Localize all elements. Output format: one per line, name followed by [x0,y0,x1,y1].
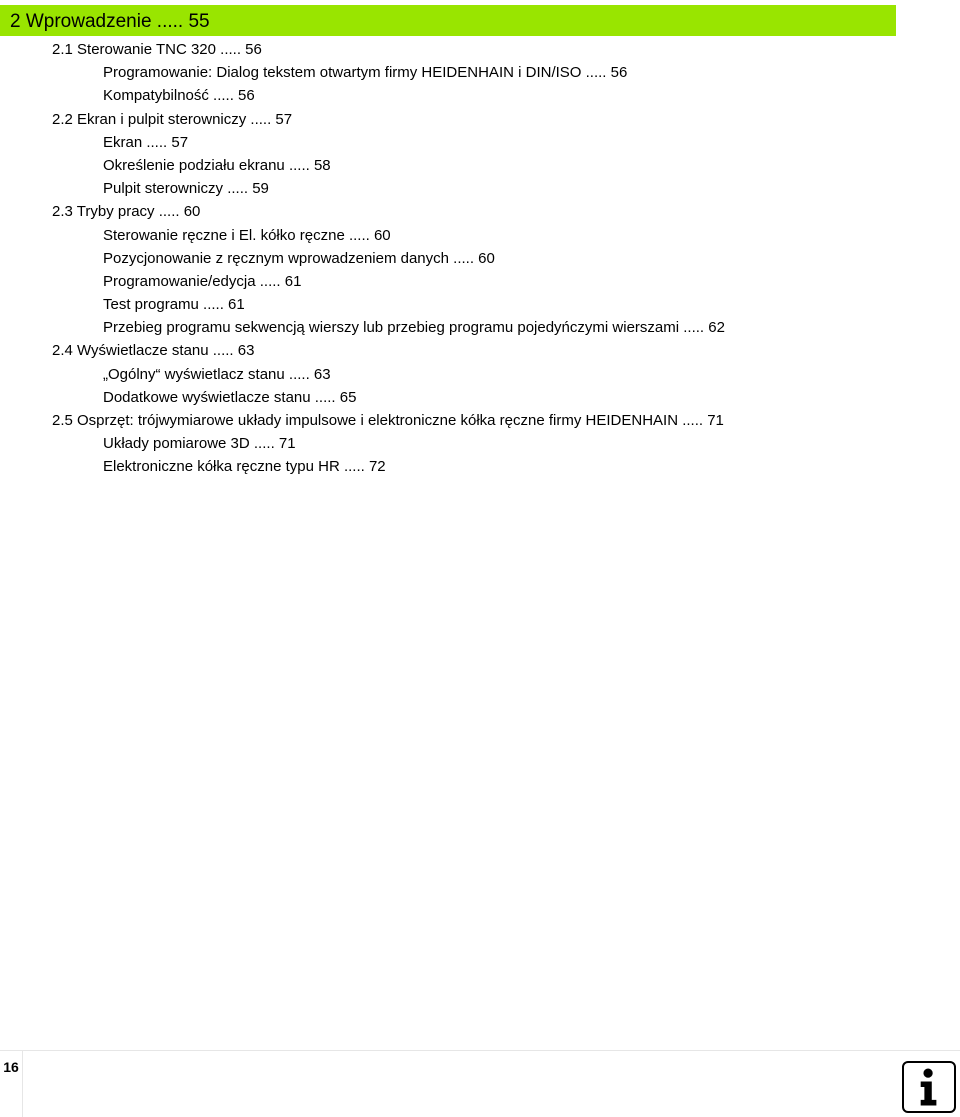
footer-divider [0,1050,960,1051]
toc-entry-sterowanie-reczne[interactable]: Sterowanie ręczne i El. kółko ręczne ..... 60 [103,226,391,244]
info-icon [902,1061,956,1113]
chapter-title[interactable]: 2 Wprowadzenie ..... 55 [10,11,210,32]
page-number-divider [22,1050,23,1117]
toc-entry-2-3[interactable]: 2.3 Tryby pracy ..... 60 [52,203,201,221]
toc-entry-programowanie-edycja[interactable]: Programowanie/edycja ..... 61 [103,272,302,290]
page-number: 16 [3,1059,19,1075]
toc-entry-pulpit-sterowniczy[interactable]: Pulpit sterowniczy ..... 59 [103,180,269,198]
toc-entry-ogolny-wyswietlacz[interactable]: „Ogólny“ wyświetlacz stanu ..... 63 [103,365,331,383]
toc-entry-ekran[interactable]: Ekran ..... 57 [103,133,189,151]
toc-entry-2-1[interactable]: 2.1 Sterowanie TNC 320 ..... 56 [52,41,262,58]
toc-entry-pozycjonowanie[interactable]: Pozycjonowanie z ręcznym wprowadzeniem danych ..... 60 [103,249,495,267]
table-of-contents [0,38,900,479]
toc-entry-podzial-ekranu[interactable]: Określenie podziału ekranu ..... 58 [103,156,331,174]
toc-entry-2-5[interactable]: 2.5 Osprzęt: trójwymiarowe układy impulsowe i elektroniczne kółka ręczne firmy HEIDENHAIN ..... 71 [52,412,724,429]
chapter-header-bar [0,5,896,36]
toc-entry-2-2[interactable]: 2.2 Ekran i pulpit sterowniczy ..... 57 [52,110,293,128]
toc-entry-programowanie-dialog[interactable]: Programowanie: Dialog tekstem otwartym firmy HEIDENHAIN i DIN/ISO ..... 56 [103,64,628,82]
toc-entry-2-4[interactable]: 2.4 Wyświetlacze stanu ..... 63 [52,342,255,360]
toc-entry-kolka-reczne[interactable]: Elektroniczne kółka ręczne typu HR ..... 72 [103,458,386,476]
toc-entry-test-programu[interactable]: Test programu ..... 61 [103,296,245,314]
toc-entry-kompatybilnosc[interactable]: Kompatybilność ..... 56 [103,87,255,105]
toc-entry-uklady-pomiarowe[interactable]: Układy pomiarowe 3D ..... 71 [103,435,296,453]
toc-entry-dodatkowe-wyswietlacze[interactable]: Dodatkowe wyświetlacze stanu ..... 65 [103,388,357,406]
toc-entry-przebieg-programu[interactable]: Przebieg programu sekwencją wierszy lub przebieg programu pojedyńczymi wierszami ..... 62 [103,319,725,337]
